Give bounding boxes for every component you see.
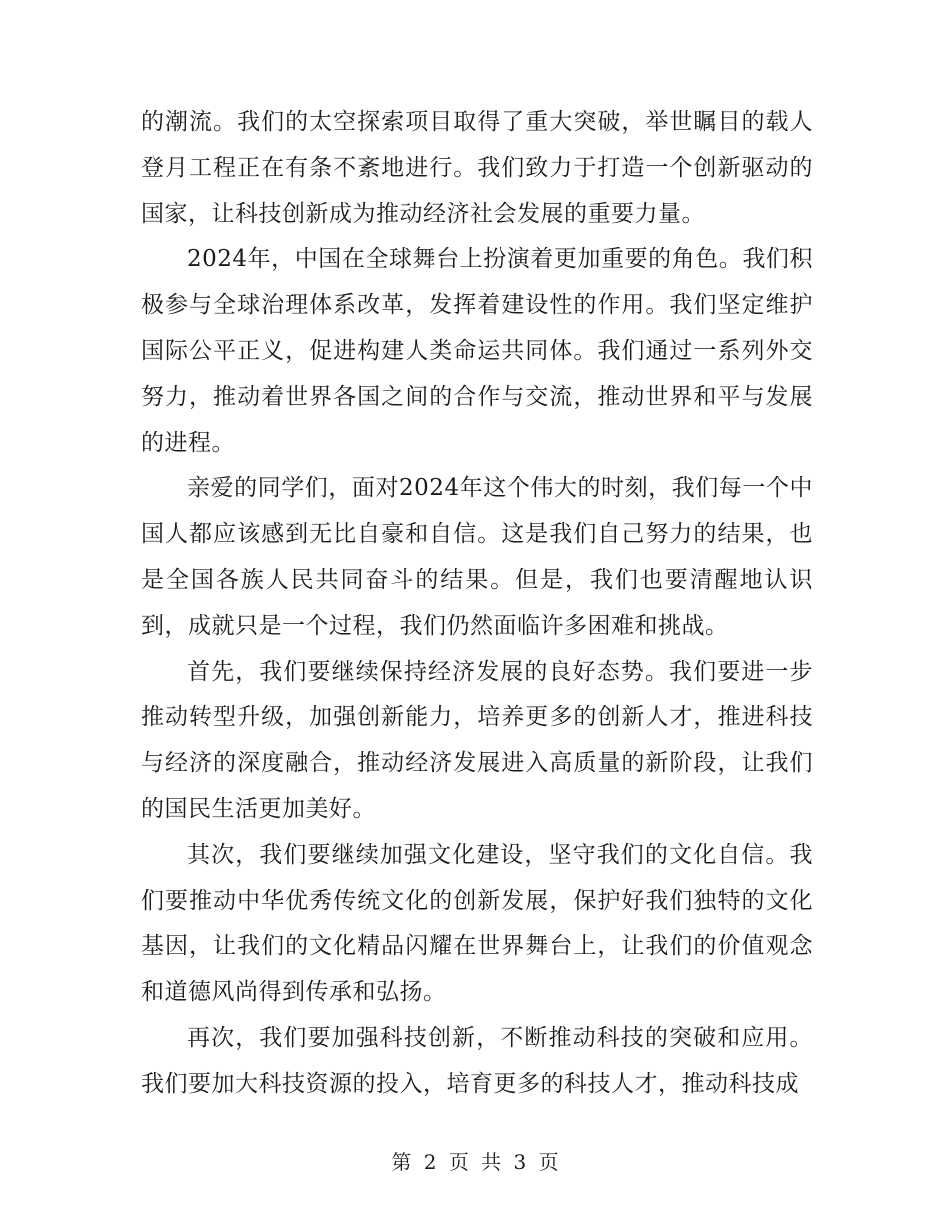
paragraph: 首先，我们要继续保持经济发展的良好态势。我们要进一步推动转型升级，加强创新能力，培养更多的创新人才，推进科技与经济的深度融合，推动经济发展进入高质量的新阶段，让我们的国民生活更加美好。 bbox=[141, 658, 813, 822]
paragraph-continuation: 的潮流。我们的太空探索项目取得了重大突破，举世瞩目的载人登月工程正在有条不紊地进行。我们致力于打造一个创新驱动的国家，让科技创新成为推动经济社会发展的重要力量。 bbox=[141, 109, 813, 227]
paragraph: 2024年，中国在全球舞台上扮演着更加重要的角色。我们积极参与全球治理体系改革，发挥着建设性的作用。我们坚定维护国际公平正义，促进构建人类命运共同体。我们通过一系列外交努力，推动着世界各国之间的合作与交流，推动世界和平与发展的进程。 bbox=[141, 246, 813, 456]
page-number-footer: 第 2 页 共 3 页 bbox=[391, 1150, 559, 1174]
document-body bbox=[141, 100, 813, 1108]
paragraph: 亲爱的同学们，面对2024年这个伟大的时刻，我们每一个中国人都应该感到无比自豪和自信。这是我们自己努力的结果，也是全国各族人民共同奋斗的结果。但是，我们也要清醒地认识到，成就只是一个过程，我们仍然面临许多困难和挑战。 bbox=[141, 475, 813, 639]
paragraph: 再次，我们要加强科技创新，不断推动科技的突破和应用。我们要加大科技资源的投入，培育更多的科技人才，推动科技成 bbox=[141, 1024, 813, 1097]
paragraph: 其次，我们要继续加强文化建设，坚守我们的文化自信。我们要推动中华优秀传统文化的创新发展，保护好我们独特的文化基因，让我们的文化精品闪耀在世界舞台上，让我们的价值观念和道德风尚得到传承和弘扬。 bbox=[141, 841, 813, 1006]
